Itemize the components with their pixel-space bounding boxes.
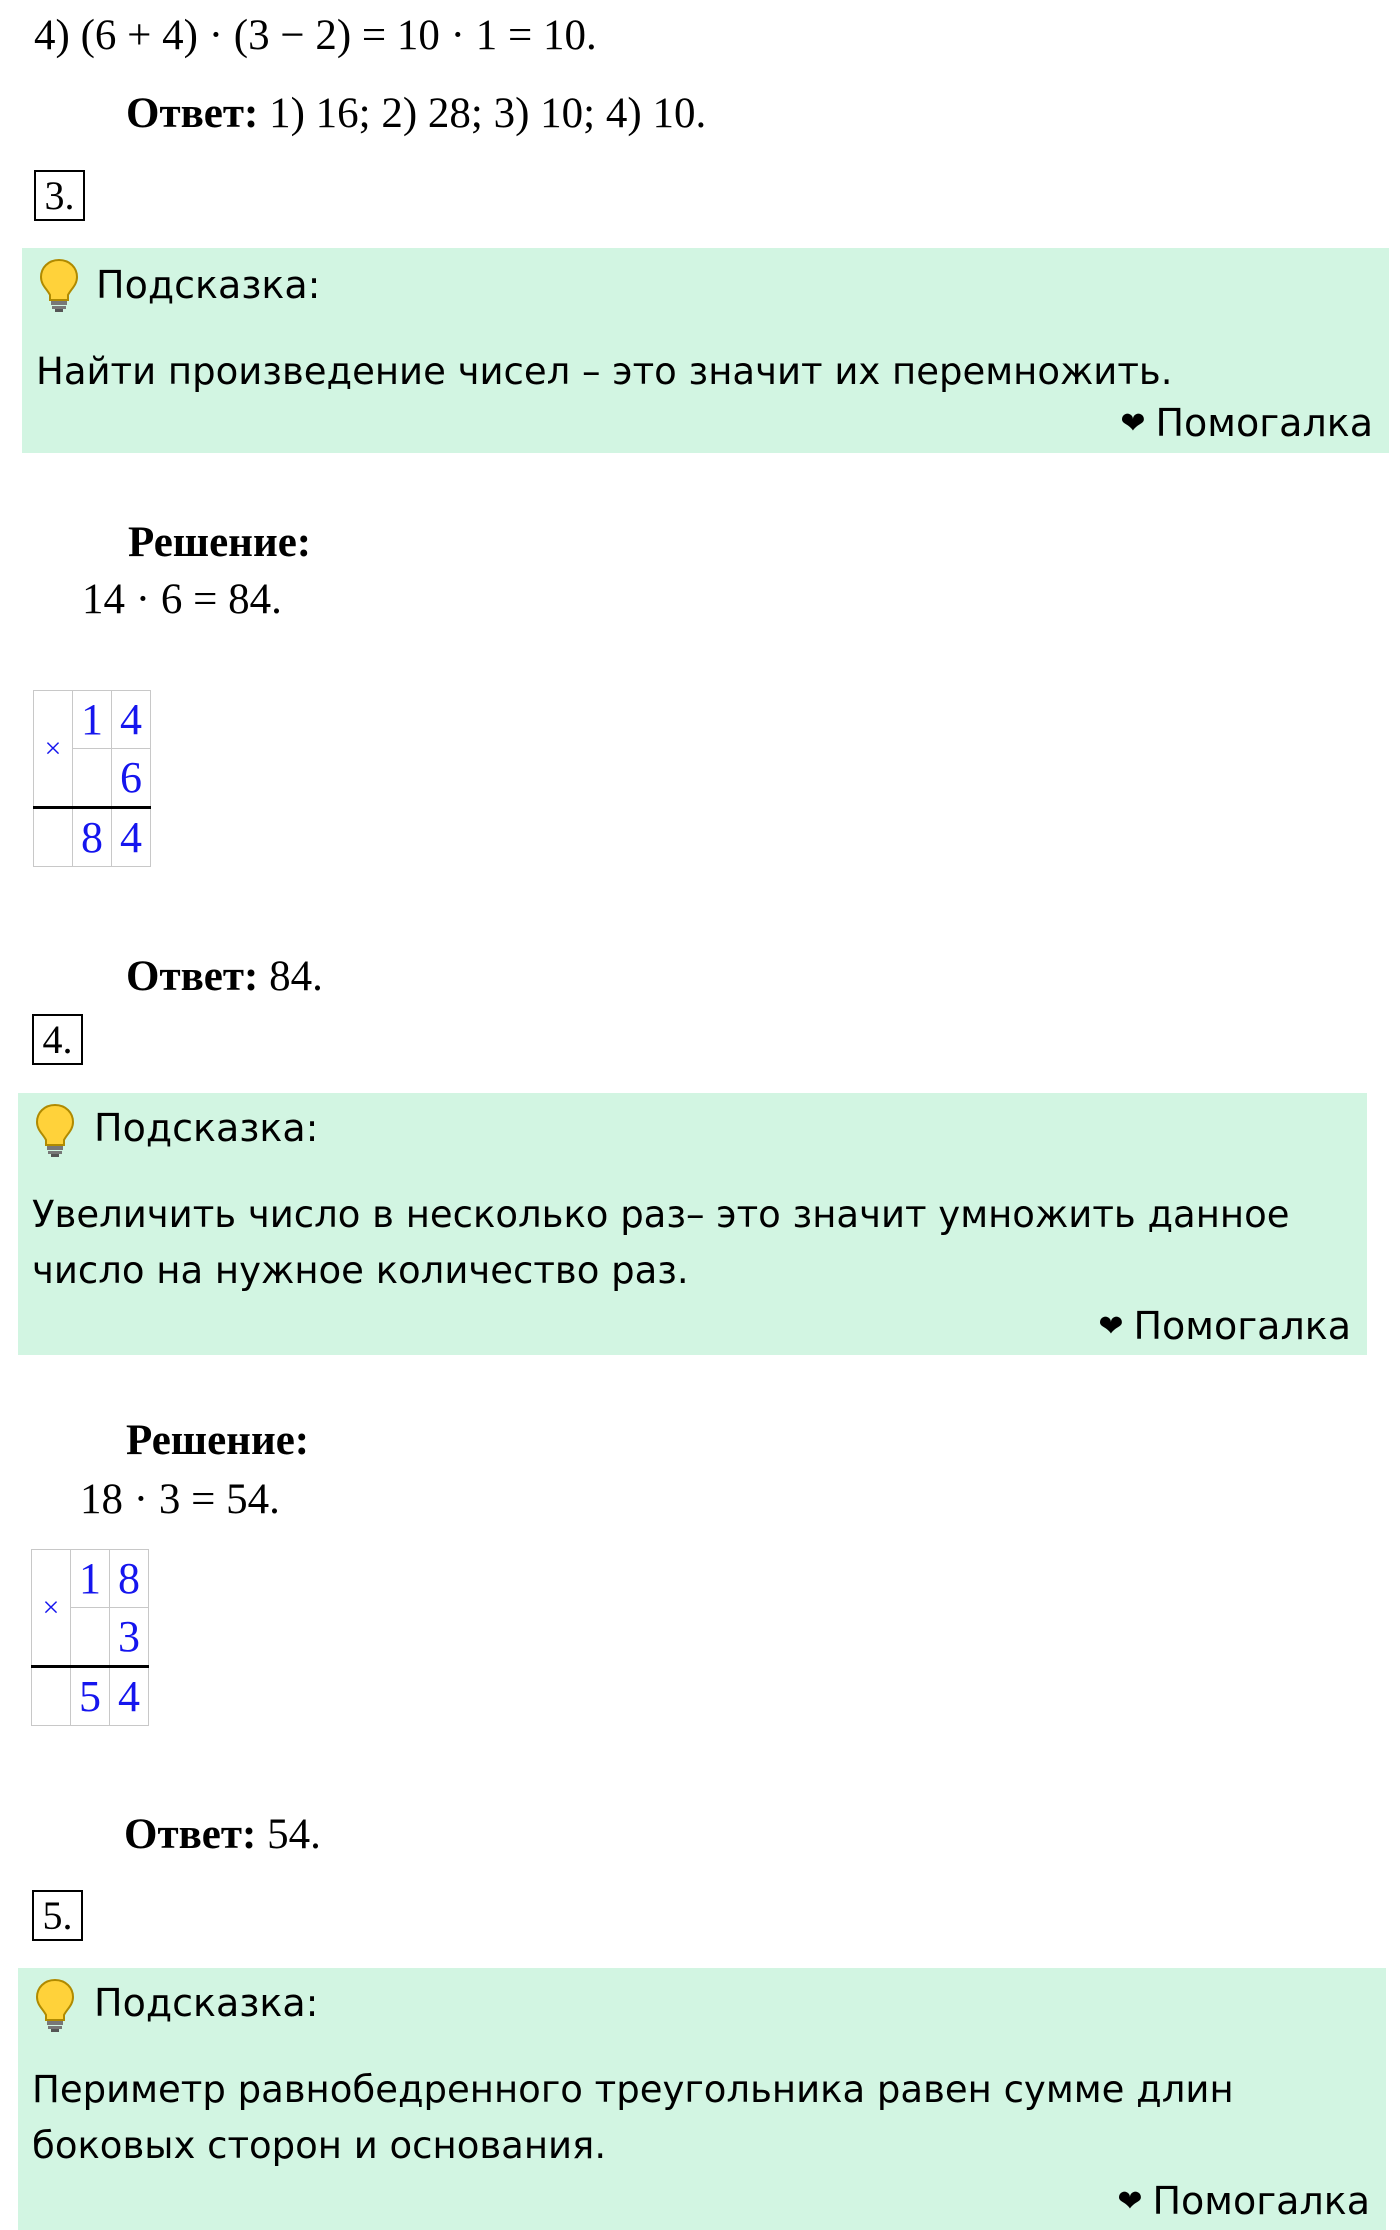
- result-digit: 4: [112, 808, 151, 867]
- result-digit: 5: [71, 1667, 110, 1726]
- task-number-4: 4.: [32, 1014, 83, 1065]
- heart-icon: ❤: [1117, 2184, 1143, 2219]
- hint-box-task-5: [18, 1968, 1386, 2230]
- heart-icon: ❤: [1098, 1309, 1124, 1344]
- answer-task-2: [126, 92, 706, 135]
- hint-text-line-2: боковых сторон и основания.: [32, 2124, 607, 2167]
- empty-cell: [34, 808, 73, 867]
- solution-label: Решение:: [128, 519, 312, 566]
- hint-box-task-3: [22, 248, 1389, 453]
- hint-text-line-1: Периметр равнобедренного треугольника равен сумме длин: [32, 2068, 1234, 2111]
- hint-text-line-2: число на нужное количество раз.: [32, 1249, 689, 1292]
- digit-cell: 4: [112, 691, 151, 749]
- helper-link[interactable]: [1120, 401, 1373, 445]
- hint-title: Подсказка:: [94, 1106, 319, 1150]
- answer-task-4: [124, 1813, 321, 1856]
- answer-label: Ответ:: [126, 90, 259, 137]
- result-digit: 8: [73, 808, 112, 867]
- lightbulb-icon: [38, 258, 80, 312]
- result-digit: 4: [110, 1667, 149, 1726]
- task-number-3: 3.: [34, 170, 85, 221]
- digit-cell: 8: [110, 1550, 149, 1608]
- column-multiplication-task-4: [31, 1549, 149, 1726]
- helper-label: Помогалка: [1152, 2179, 1370, 2223]
- solution-equation: 14 · 6 = 84.: [82, 576, 282, 623]
- answer-label: Ответ:: [124, 1811, 257, 1858]
- lightbulb-icon: [34, 1978, 76, 2032]
- solution-equation: 18 · 3 = 54.: [80, 1476, 280, 1523]
- digit-cell: 1: [73, 691, 112, 749]
- multiply-sign: ×: [34, 691, 73, 808]
- digit-cell: [71, 1608, 110, 1667]
- hint-text-line-1: Увеличить число в несколько раз– это значит умножить данное: [32, 1193, 1290, 1236]
- digit-cell: 6: [112, 749, 151, 808]
- answer-label: Ответ:: [126, 953, 259, 1000]
- hint-title: Подсказка:: [96, 263, 321, 307]
- lightbulb-icon: [34, 1103, 76, 1157]
- solution-label: Решение:: [126, 1417, 310, 1464]
- answer-value: 84.: [258, 953, 323, 1000]
- column-multiplication-task-3: [33, 690, 151, 867]
- digit-cell: [73, 749, 112, 808]
- helper-label: Помогалка: [1155, 401, 1373, 445]
- digit-cell: 1: [71, 1550, 110, 1608]
- hint-text: Найти произведение чисел – это значит их перемножить.: [36, 350, 1173, 393]
- empty-cell: [32, 1667, 71, 1726]
- multiply-sign: ×: [32, 1550, 71, 1667]
- answer-value: 54.: [256, 1811, 321, 1858]
- helper-link[interactable]: [1117, 2179, 1370, 2223]
- answer-task-3: [126, 955, 323, 998]
- helper-label: Помогалка: [1133, 1304, 1351, 1348]
- digit-cell: 3: [110, 1608, 149, 1667]
- answer-value: 1) 16; 2) 28; 3) 10; 4) 10.: [258, 90, 707, 137]
- heart-icon: ❤: [1120, 406, 1146, 441]
- task-number-5: 5.: [32, 1890, 83, 1941]
- hint-title: Подсказка:: [94, 1981, 319, 2025]
- hint-box-task-4: [18, 1093, 1367, 1355]
- helper-link[interactable]: [1098, 1304, 1351, 1348]
- equation-line-4: 4) (6 + 4) · (3 − 2) = 10 · 1 = 10.: [34, 12, 597, 59]
